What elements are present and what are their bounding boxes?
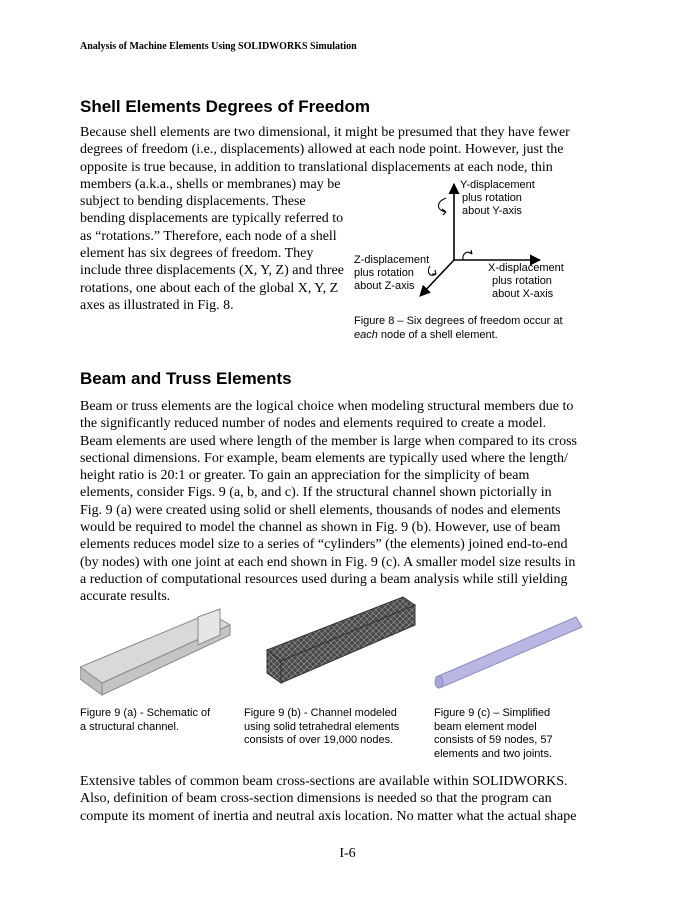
z-rotation-icon — [428, 266, 436, 275]
text-line: elements, consider Figs. 9 (a, b, and c). If the structural channel shown pictorially in — [80, 485, 552, 501]
text-line: include three displacements (X, Y, Z) and three — [80, 263, 344, 279]
figure-9c-beam-image — [430, 615, 590, 700]
section-heading-beam: Beam and Truss Elements — [80, 369, 292, 388]
text-line: members (a.k.a., shells or membranes) may be — [80, 176, 341, 192]
text-line: a reduction of computational resources used during a beam analysis while still yielding — [80, 571, 568, 587]
figure-9b-meshed-channel-image — [265, 595, 425, 705]
figure-9c-caption: Figure 9 (c) – Simplified beam element model consists of 59 nodes, 57 elements and two joints. — [434, 707, 553, 760]
x-axis-label: X-displacement plus rotation about X-axis — [488, 262, 564, 300]
text-line: axes as illustrated in Fig. 8. — [80, 297, 234, 313]
figure-9b-caption: Figure 9 (b) - Channel modeled using solid tetrahedral elements consists of over 19,000 nodes. — [244, 707, 400, 746]
text-line: degrees of freedom (i.e., displacements) allowed at each node point. However, just the — [80, 142, 564, 158]
section-heading-shell: Shell Elements Degrees of Freedom — [80, 97, 371, 116]
text-line: Also, definition of beam cross-section dimensions is needed so that the program can — [80, 791, 552, 807]
running-head: Analysis of Machine Elements Using SOLIDWORKS Simulation — [80, 41, 357, 52]
text-line: (by nodes) with one joint at each end shown in Fig. 9 (c). A smaller model size results in — [80, 554, 576, 570]
y-axis-label: Y-displacement plus rotation about Y-axis — [460, 179, 535, 217]
text-line: Because shell elements are two dimensional, it might be presumed that they have fewer — [80, 125, 570, 140]
text-line: height ratio is 20:1 or greater. To gain an appreciation for the simplicity of beam — [80, 468, 530, 484]
text-line: accurate results. — [80, 589, 171, 605]
figure-8-caption: Figure 8 – Six degrees of freedom occur at each node of a shell element. — [354, 315, 563, 341]
text-line: sectional dimensions. For example, beam elements are typically used where the length/ — [80, 450, 568, 466]
text-line: rotations, one about each of the global X, Y, Z — [80, 280, 339, 296]
beam-paragraph — [80, 398, 577, 606]
text-line: compute its moment of inertia and neutral axis location. No matter what the actual shape — [80, 808, 577, 824]
figure-9a-channel-image — [80, 605, 240, 705]
figure-9a-caption: Figure 9 (a) - Schematic of a structural channel. — [80, 707, 211, 733]
figure-8-dof-diagram — [350, 174, 610, 324]
text-line: subject to bending displacements. These — [80, 194, 306, 210]
closing-paragraph — [80, 773, 576, 825]
text-line: would be required to model the channel as shown in Fig. 9 (b). However, use of beam — [80, 520, 561, 536]
x-rotation-icon — [463, 250, 472, 260]
text-line: the significantly reduced number of nodes and elements required to create a model. — [80, 416, 547, 432]
text-line: Beam elements are used where length of the member is large when compared to its cross — [80, 433, 577, 449]
z-axis-label: Z-displacement plus rotation about Z-axis — [354, 254, 430, 292]
text-line: Beam or truss elements are the logical choice when modeling structural members due to — [80, 399, 574, 414]
text-line: elements reduces model size to a series of “cylinders” (the elements) joined end-to-end — [80, 537, 568, 553]
page-number: I-6 — [339, 846, 356, 861]
y-rotation-icon — [439, 198, 447, 215]
text-line: opposite is true because, in addition to translational displacements at each node, thin — [80, 159, 553, 175]
text-line: bending displacements are typically referred to — [80, 211, 344, 227]
text-line: Extensive tables of common beam cross-sections are available within SOLIDWORKS. — [80, 774, 568, 789]
text-line: element has six degrees of freedom. They — [80, 246, 314, 262]
text-line: Fig. 9 (a) were created using solid or shell elements, thousands of nodes and elements — [80, 502, 561, 518]
text-line: as “rotations.” Therefore, each node of a shell — [80, 228, 337, 244]
